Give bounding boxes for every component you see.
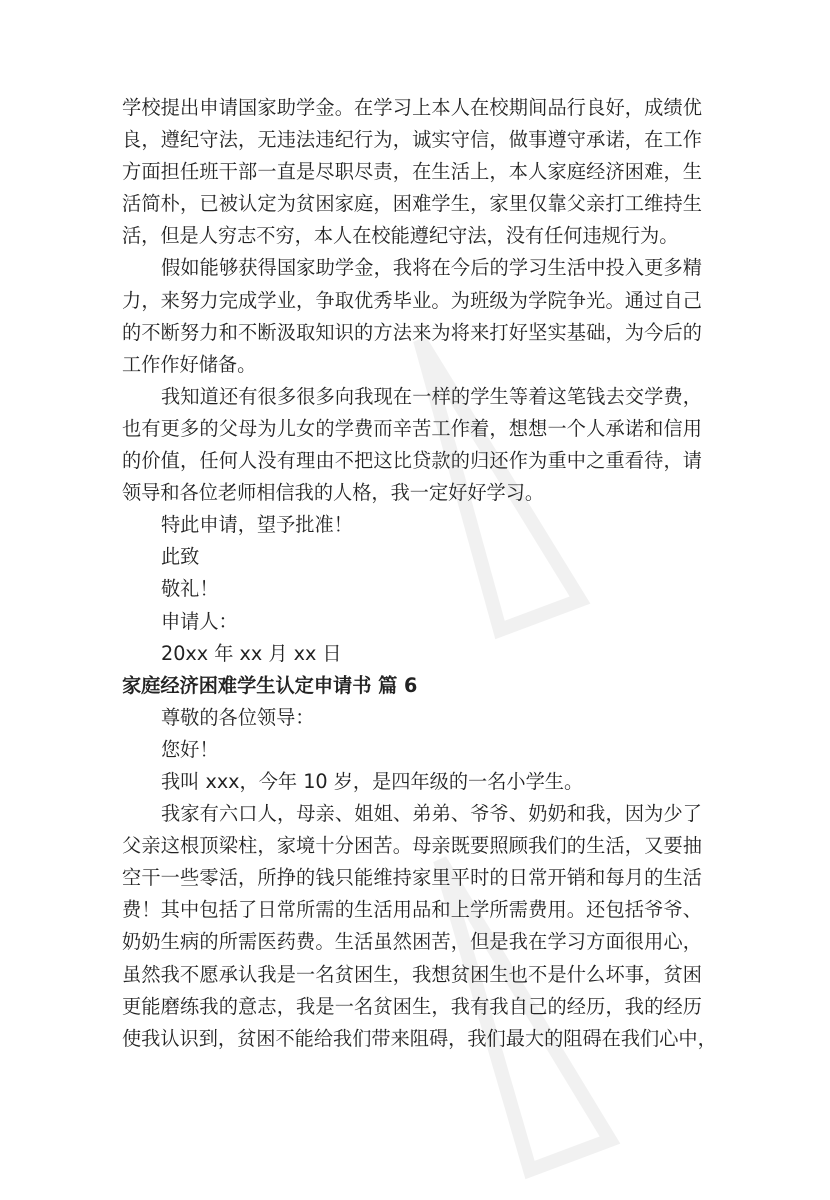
text-line: 的价值，任何人没有理由不把这比贷款的归还作为重中之重看待，请 <box>122 449 702 473</box>
paragraph <box>122 798 717 1055</box>
text-line: 使我认识到，贫困不能给我们带来阻碍，我们最大的阻碍在我们心中， <box>122 1026 717 1050</box>
greeting-line: 尊敬的各位领导： <box>161 705 315 729</box>
document-page <box>122 92 717 1055</box>
paragraph <box>122 92 702 252</box>
text-line: 工作作好储备。 <box>122 352 257 376</box>
text-line: 我家有六口人，母亲、姐姐、弟弟、爷爷、奶奶和我，因为少了 <box>161 802 702 826</box>
text-line: 我知道还有很多很多向我现在一样的学生等着这笔钱去交学费， <box>161 384 702 408</box>
closing-regards: 敬礼！ <box>161 577 219 601</box>
text-line: 的不断努力和不断汲取知识的方法来为将来打好坚实基础，为今后的 <box>122 320 702 344</box>
applicant-label: 申请人： <box>161 609 238 633</box>
text-line: 费！其中包括了日常所需的生活用品和上学所需费用。还包括爷爷、 <box>122 898 702 922</box>
greeting <box>122 702 702 798</box>
text-line: 力，来努力完成学业，争取优秀毕业。为班级为学院争光。通过自己 <box>122 288 702 312</box>
text-line: 虽然我不愿承认我是一名贫困生，我想贫困生也不是什么坏事，贫困 <box>122 962 702 986</box>
text-line: 领导和各位老师相信我的人格，我一定好好学习。 <box>122 481 545 505</box>
greeting-line: 您好！ <box>161 737 219 761</box>
section-heading: 家庭经济困难学生认定申请书 篇 6 <box>122 673 418 697</box>
text-line: 奶奶生病的所需医药费。生活虽然困苦，但是我在学习方面很用心， <box>122 930 702 954</box>
intro-line: 我叫 xxx，今年 10 岁，是四年级的一名小学生。 <box>161 769 584 793</box>
text-line: 学校提出申请国家助学金。在学习上本人在校期间品行良好，成绩优 <box>122 96 702 119</box>
text-line: 良，遵纪守法，无违法违纪行为，诚实守信，做事遵守承诺，在工作 <box>122 128 702 152</box>
text-line: 父亲这根顶梁柱，家境十分困苦。母亲既要照顾我们的生活，又要抽 <box>122 834 702 858</box>
text-line: 活，但是人穷志不穷，本人在校能遵纪守法，没有任何违规行为。 <box>122 224 679 248</box>
closing <box>122 509 702 669</box>
paragraph <box>122 252 702 380</box>
text-line: 假如能够获得国家助学金，我将在今后的学习生活中投入更多精 <box>161 256 702 280</box>
closing-salutation: 此致 <box>161 545 200 569</box>
date-line: 20xx 年 xx 月 xx 日 <box>161 641 342 665</box>
text-line: 也有更多的父母为儿女的学费而辛苦工作着，想想一个人承诺和信用 <box>122 416 702 440</box>
text-line: 空干一些零活，所挣的钱只能维持家里平时的日常开销和每月的生活 <box>122 866 702 890</box>
paragraph <box>122 381 702 509</box>
closing-request: 特此申请，望予批准！ <box>161 513 353 537</box>
text-line: 更能磨练我的意志，我是一名贫困生，我有我自己的经历，我的经历 <box>122 994 702 1018</box>
text-line: 方面担任班干部一直是尽职尽责，在生活上，本人家庭经济困难，生 <box>122 160 702 184</box>
text-line: 活简朴，已被认定为贫困家庭，困难学生，家里仅靠父亲打工维持生 <box>122 192 702 216</box>
